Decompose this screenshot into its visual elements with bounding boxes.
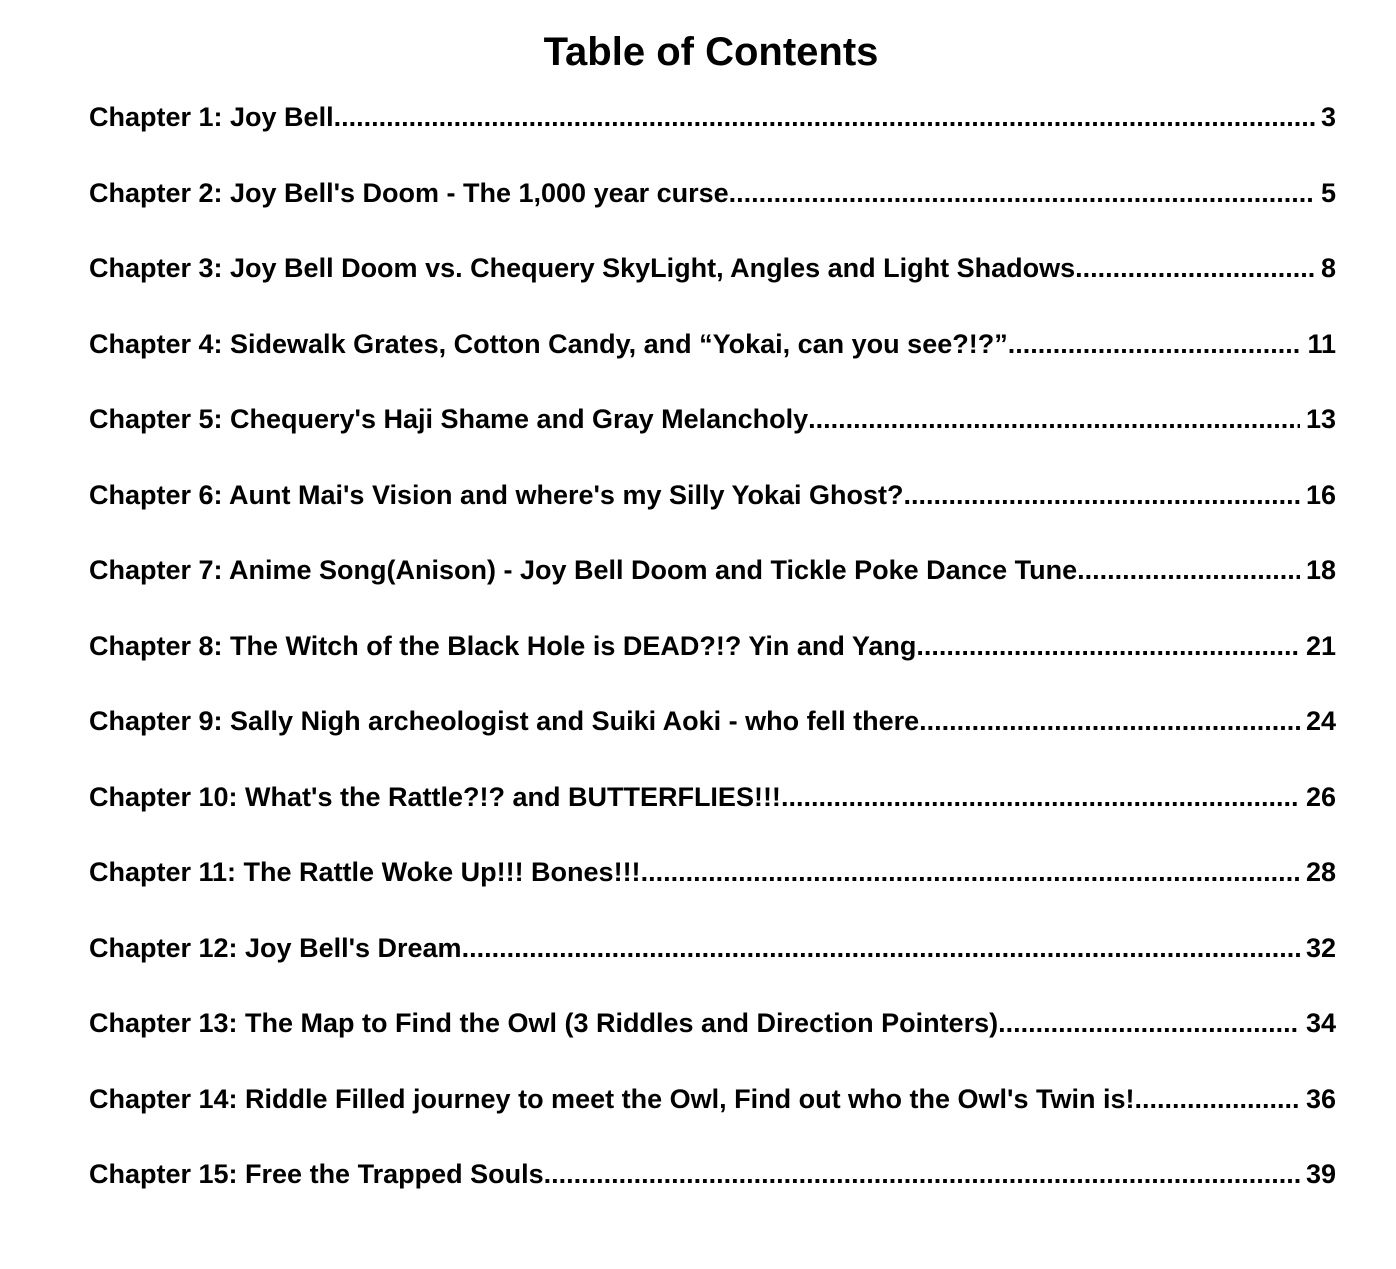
toc-entry-chapter-2[interactable] — [89, 172, 1336, 248]
toc-entry-title[interactable]: Chapter 5: Chequery's Haji Shame and Gray Melancholy — [89, 404, 809, 434]
dot-leader — [904, 474, 1300, 516]
toc-entry-page-number: 32 — [1305, 932, 1336, 963]
toc-entry-chapter-12[interactable] — [89, 927, 1336, 1003]
dot-leader — [998, 1002, 1300, 1044]
toc-entry-title[interactable]: Chapter 7: Anime Song(Anison) - Joy Bell Doom and Tickle Poke Dance Tune — [89, 555, 1078, 585]
toc-entry-page-number: 8 — [1320, 253, 1336, 283]
toc-entry-chapter-14[interactable] — [89, 1078, 1336, 1154]
toc-entry-title[interactable]: Chapter 4: Sidewalk Grates, Cotton Candy, and “Yokai, can you see?!?” — [89, 328, 1008, 359]
toc-entry-page-number: 24 — [1305, 706, 1336, 736]
toc-entry-page-number: 34 — [1305, 1008, 1336, 1038]
toc-entry-page-number: 13 — [1305, 404, 1336, 434]
toc-entry-title[interactable]: Chapter 1: Joy Bell — [89, 102, 334, 132]
toc-entry-page-number: 11 — [1307, 328, 1336, 359]
toc-entry-title[interactable]: Chapter 3: Joy Bell Doom vs. Chequery SkyLight, Angles and Light Shadows — [89, 253, 1076, 283]
toc-entry-page-number: 39 — [1305, 1159, 1336, 1189]
toc-entry-chapter-7[interactable] — [89, 549, 1336, 625]
toc-entry-page-number: 5 — [1320, 177, 1336, 208]
toc-entry-title[interactable]: Chapter 9: Sally Nigh archeologist and Suiki Aoki - who fell there — [89, 706, 920, 736]
toc-entry-chapter-5[interactable] — [89, 398, 1336, 474]
toc-entry-title[interactable]: Chapter 10: What's the Rattle?!? and BUTTERFLIES!!! — [89, 781, 781, 812]
toc-entry-page-number: 21 — [1305, 630, 1336, 661]
toc-entry-page-number: 16 — [1305, 479, 1336, 510]
toc-entry-page-number: 36 — [1305, 1083, 1336, 1114]
toc-entry-title[interactable]: Chapter 11: The Rattle Woke Up!!! Bones!!! — [89, 857, 641, 887]
toc-entry-chapter-9[interactable] — [89, 700, 1336, 776]
table-of-contents — [89, 96, 1336, 1229]
dot-leader — [808, 398, 1300, 440]
toc-entry-chapter-13[interactable] — [89, 1002, 1336, 1078]
toc-entry-title[interactable]: Chapter 14: Riddle Filled journey to meet the Owl, Find out who the Owl's Twin is! — [89, 1083, 1135, 1114]
dot-leader — [919, 700, 1300, 742]
toc-entry-chapter-15[interactable] — [89, 1153, 1336, 1229]
toc-entry-title[interactable]: Chapter 13: The Map to Find the Owl (3 Riddles and Direction Pointers) — [89, 1008, 999, 1038]
dot-leader — [641, 851, 1300, 893]
toc-entry-chapter-8[interactable] — [89, 625, 1336, 701]
dot-leader — [544, 1153, 1300, 1195]
dot-leader — [1075, 247, 1315, 289]
toc-entry-chapter-3[interactable] — [89, 247, 1336, 323]
dot-leader — [1135, 1078, 1300, 1120]
toc-entry-chapter-1[interactable] — [89, 96, 1336, 172]
toc-entry-page-number: 18 — [1305, 555, 1336, 585]
dot-leader — [462, 927, 1300, 969]
toc-entry-title[interactable]: Chapter 8: The Witch of the Black Hole is DEAD?!? Yin and Yang — [89, 630, 917, 661]
toc-entry-title[interactable]: Chapter 15: Free the Trapped Souls — [89, 1159, 544, 1189]
toc-entry-page-number: 28 — [1305, 857, 1336, 887]
toc-entry-page-number: 3 — [1320, 102, 1336, 132]
toc-entry-page-number: 26 — [1305, 781, 1336, 812]
dot-leader — [781, 776, 1300, 818]
toc-entry-chapter-4[interactable] — [89, 323, 1336, 399]
dot-leader — [916, 625, 1300, 667]
toc-entry-title[interactable]: Chapter 6: Aunt Mai's Vision and where's my Silly Yokai Ghost? — [89, 479, 904, 510]
dot-leader — [1077, 549, 1300, 591]
dot-leader — [334, 96, 1315, 138]
toc-entry-chapter-10[interactable] — [89, 776, 1336, 852]
dot-leader — [1008, 323, 1302, 365]
toc-entry-chapter-11[interactable] — [89, 851, 1336, 927]
dot-leader — [729, 172, 1315, 214]
toc-entry-title[interactable]: Chapter 12: Joy Bell's Dream — [89, 932, 462, 963]
toc-entry-chapter-6[interactable] — [89, 474, 1336, 550]
toc-entry-title[interactable]: Chapter 2: Joy Bell's Doom - The 1,000 year curse — [89, 177, 729, 208]
page-title: Table of Contents — [543, 29, 879, 74]
